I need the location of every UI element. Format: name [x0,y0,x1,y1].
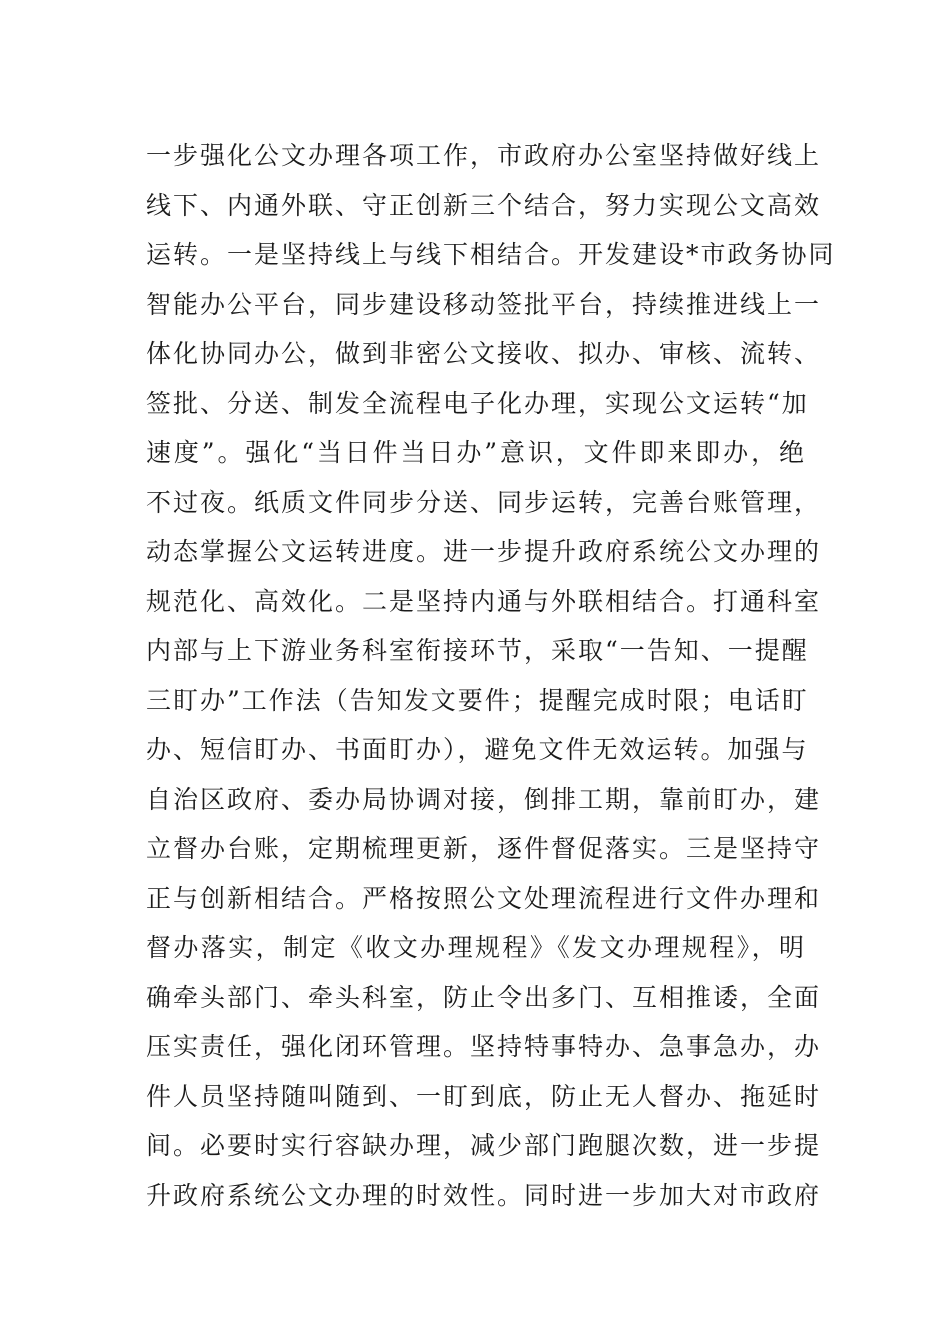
text-line: 督办落实，制定《收文办理规程》《发文办理规程》，明 [146,933,806,962]
text-line: 速度”。强化“当日件当日办”意识，文件即来即办，绝 [146,438,806,467]
text-line: 升政府系统公文办理的时效性。同时进一步加大对市政府 [146,1180,822,1210]
text-line: 立督办台账，定期梳理更新，逐件督促落实。三是坚持守 [146,834,822,863]
text-line: 不过夜。纸质文件同步分送、同步运转，完善台账管理， [146,487,822,517]
text-line: 自治区政府、委办局协调对接，倒排工期，靠前盯办，建 [146,784,822,814]
text-line: 间。必要时实行容缺办理，减少部门跑腿次数，进一步提 [146,1131,822,1160]
text-line: 三盯办”工作法（告知发文要件；提醒完成时限；电话盯 [146,685,809,715]
body-paragraph [146,131,836,1220]
text-line: 一步强化公文办理各项工作，市政府办公室坚持做好线上 [146,141,822,170]
text-line: 件人员坚持随叫随到、一盯到底，防止无人督办、拖延时 [146,1081,822,1111]
text-line: 压实责任，强化闭环管理。坚持特事特办、急事急办，办 [146,1032,822,1061]
text-line: 运转。一是坚持线上与线下相结合。开发建设*市政务协同 [146,240,836,269]
text-line: 确牵头部门、牵头科室，防止令出多门、互相推诿，全面 [146,982,822,1012]
text-line: 动态掌握公文运转进度。进一步提升政府系统公文办理的 [146,537,822,566]
text-line: 办、短信盯办、书面盯办），避免文件无效运转。加强与 [146,735,809,764]
text-line: 签批、分送、制发全流程电子化办理，实现公文运转“加 [146,388,809,418]
text-line: 正与创新相结合。严格按照公文处理流程进行文件办理和 [146,883,822,913]
text-line: 内部与上下游业务科室衔接环节，采取“一告知、一提醒 [146,636,809,665]
text-line: 体化协同办公，做到非密公文接收、拟办、审核、流转、 [146,339,822,368]
text-line: 线下、内通外联、守正创新三个结合，努力实现公文高效 [146,190,822,220]
text-line: 规范化、高效化。二是坚持内通与外联相结合。打通科室 [146,586,822,616]
text-line: 智能办公平台，同步建设移动签批平台，持续推进线上一 [146,289,822,319]
